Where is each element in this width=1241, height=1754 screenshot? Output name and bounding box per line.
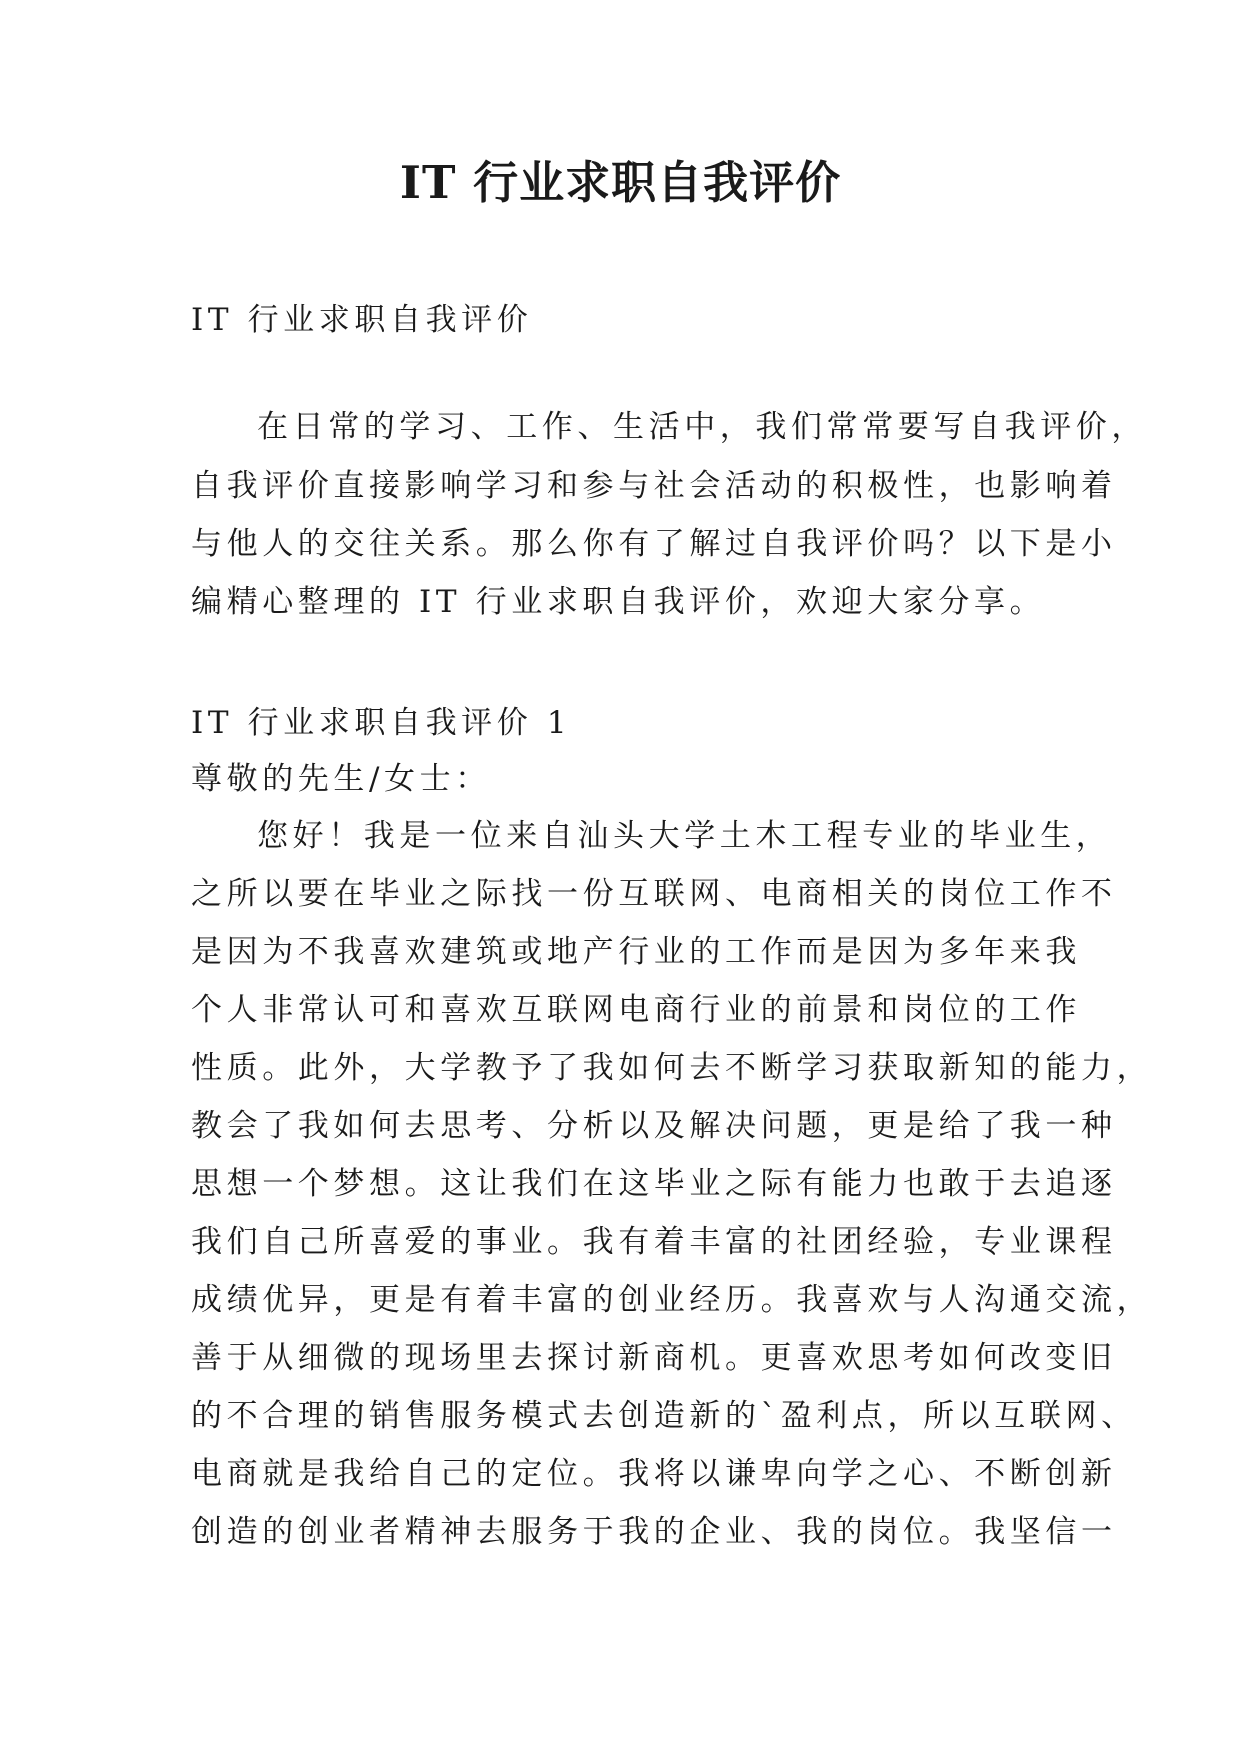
body-line: 教会了我如何去思考、分析以及解决问题，更是给了我一种 xyxy=(191,1108,1117,1144)
salutation: 尊敬的先生/女士： xyxy=(191,761,491,797)
body-line: 善于从细微的现场里去探讨新商机。更喜欢思考如何改变旧 xyxy=(191,1340,1117,1376)
body-line: 的不合理的销售服务模式去创造新的`盈利点，所以互联网、 xyxy=(191,1398,1137,1434)
body-line: 电商就是我给自己的定位。我将以谦卑向学之心、不断创新 xyxy=(191,1456,1117,1492)
body-line: 之所以要在毕业之际找一份互联网、电商相关的岗位工作不 xyxy=(191,876,1117,912)
intro-line: 在日常的学习、工作、生活中，我们常常要写自我评价， xyxy=(257,409,1147,445)
intro-line: 自我评价直接影响学习和参与社会活动的积极性，也影响着 xyxy=(191,468,1117,504)
intro-line: 与他人的交往关系。那么你有了解过自我评价吗？以下是小 xyxy=(191,526,1117,562)
body-line: 性质。此外，大学教予了我如何去不断学习获取新知的能力， xyxy=(191,1050,1153,1086)
body-line: 成绩优异，更是有着丰富的创业经历。我喜欢与人沟通交流， xyxy=(191,1282,1153,1318)
document-subtitle: IT 行业求职自我评价 xyxy=(191,302,533,338)
body-line: 思想一个梦想。这让我们在这毕业之际有能力也敢于去追逐 xyxy=(191,1166,1117,1202)
body-line: 您好！我是一位来自汕头大学土木工程专业的毕业生， xyxy=(257,818,1112,854)
intro-line: 编精心整理的 IT 行业求职自我评价，欢迎大家分享。 xyxy=(191,584,1046,620)
section-heading: IT 行业求职自我评价 1 xyxy=(191,705,572,741)
document-title: IT 行业求职自我评价 xyxy=(399,156,842,209)
body-line: 创造的创业者精神去服务于我的企业、我的岗位。我坚信一 xyxy=(191,1514,1117,1550)
body-line: 是因为不我喜欢建筑或地产行业的工作而是因为多年来我 xyxy=(191,934,1081,970)
body-line: 个人非常认可和喜欢互联网电商行业的前景和岗位的工作 xyxy=(191,992,1081,1028)
body-line: 我们自己所喜爱的事业。我有着丰富的社团经验，专业课程 xyxy=(191,1224,1117,1260)
